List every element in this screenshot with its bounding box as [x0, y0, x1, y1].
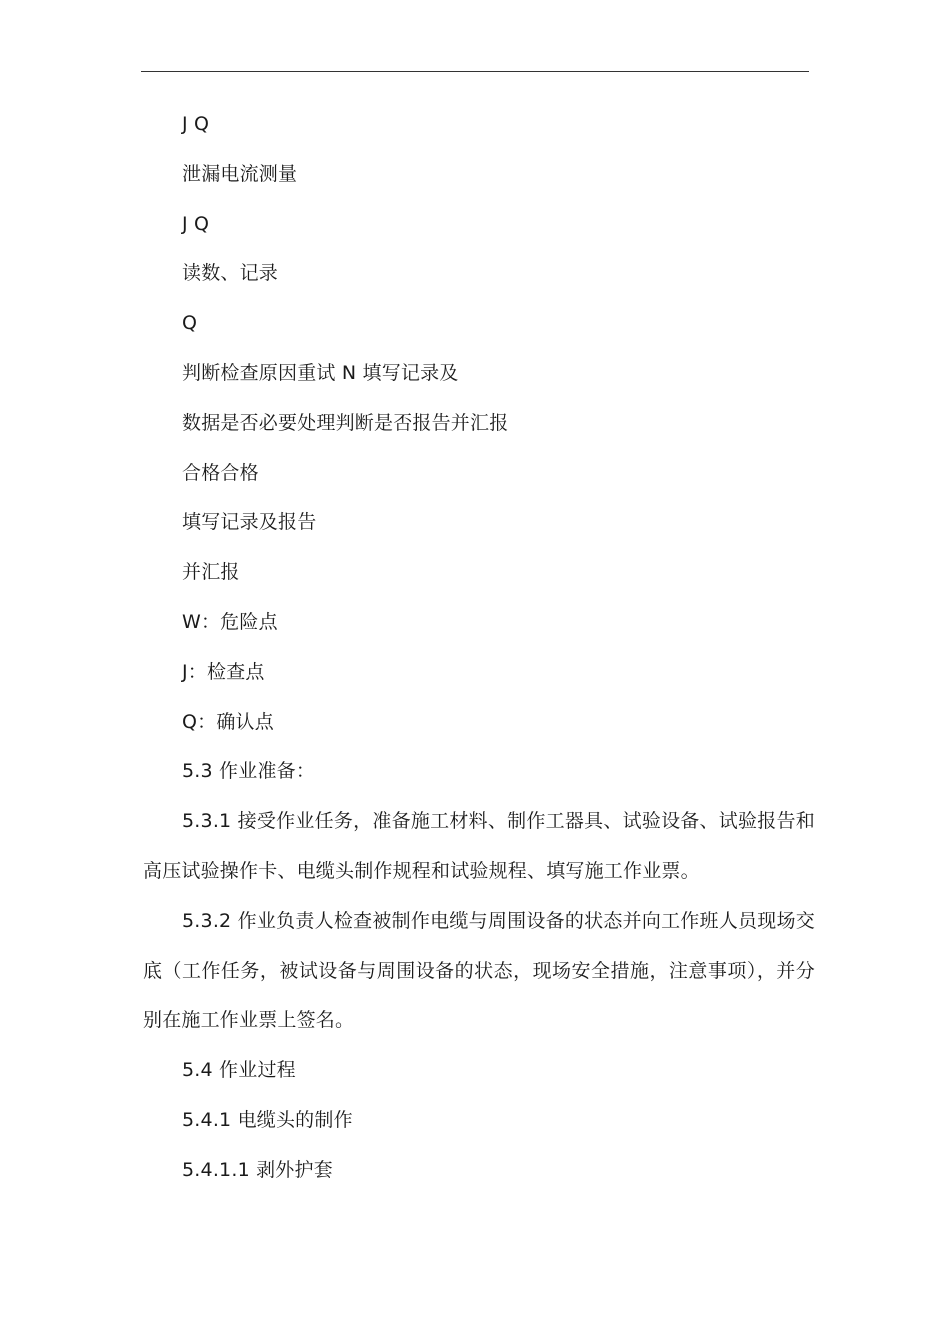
legend-q: Q：确认点 [182, 710, 274, 733]
paragraph-5-3-1: 5.3.1 接受作业任务，准备施工材料、制作工器具、试验设备、试验报告和高压试验操作卡、电缆头制作规程和试验规程、填写施工作业票。 [143, 810, 815, 882]
section-5-4-1-1-heading: 5.4.1.1 剥外护套 [182, 1158, 333, 1181]
flow-step-judge-retry: 判断检查原因重试 N 填写记录及 [182, 361, 459, 384]
section-5-4-1-heading: 5.4.1 电缆头的制作 [182, 1108, 353, 1131]
document-body [143, 100, 815, 1196]
flow-step-leakage-current: 泄漏电流测量 [182, 162, 298, 185]
legend-w: W：危险点 [182, 610, 278, 633]
flow-step-data-decision: 数据是否必要处理判断是否报告并汇报 [182, 411, 509, 434]
section-5-3-heading: 5.3 作业准备： [182, 760, 316, 783]
flow-step-pass: 合格合格 [182, 461, 259, 484]
flow-step-fill-report: 填写记录及报告 [182, 511, 317, 534]
header-rule [141, 71, 809, 72]
flow-label-jq-2: J Q [182, 212, 210, 235]
flow-label-jq: J Q [182, 113, 210, 135]
flow-step-report-up: 并汇报 [182, 561, 240, 584]
section-5-4-heading: 5.4 作业过程 [182, 1059, 296, 1082]
flow-step-read-record: 读数、记录 [182, 262, 279, 285]
legend-j: J：检查点 [182, 660, 265, 683]
paragraph-5-3-2: 5.3.2 作业负责人检查被制作电缆与周围设备的状态并向工作班人员现场交底（工作任务，被试设备与周围设备的状态，现场安全措施，注意事项），并分别在施工作业票上签名。 [143, 909, 815, 1032]
flow-label-q: Q [182, 312, 198, 335]
